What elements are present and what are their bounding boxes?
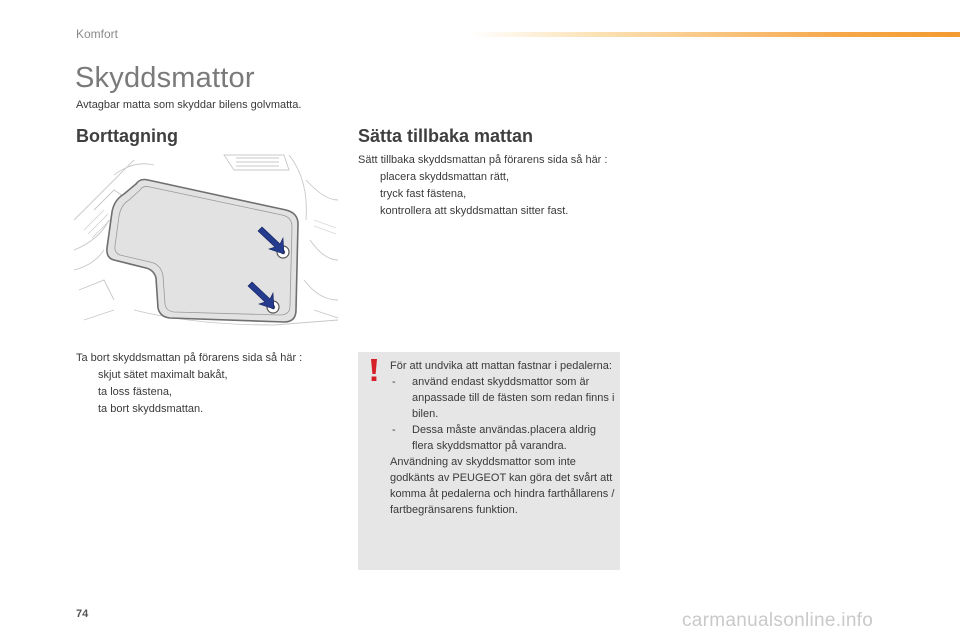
step-text: ta loss fästena,	[98, 386, 172, 398]
dash-marker: -	[392, 376, 396, 388]
exclamation-icon	[368, 358, 380, 382]
step-text: skjut sätet maximalt bakåt,	[98, 369, 228, 381]
list-item	[76, 401, 346, 418]
removal-instructions	[76, 350, 346, 418]
warning-footer: Användning av skyddsmattor som inte godkänts av PEUGEOT kan göra det svårt att komma åt pedalerna och hindra farthållarens / fartbegränsarens funktion.	[390, 456, 615, 516]
list-item	[390, 422, 616, 454]
section-label: Komfort	[76, 27, 119, 41]
refit-lead: Sätt tillbaka skyddsmattan på förarens sida så här :	[358, 154, 608, 166]
refit-instructions	[358, 152, 618, 220]
step-text: tryck fast fästena,	[380, 188, 467, 200]
warning-item-text: Dessa måste användas.placera aldrig flera skyddsmattor på varandra.	[412, 424, 597, 452]
watermark-text: carmanualsonline.info	[682, 610, 874, 631]
removal-heading: Borttagning	[76, 126, 178, 146]
warning-text	[390, 358, 616, 518]
warning-intro: För att undvika att mattan fastnar i pedalerna:	[390, 360, 612, 372]
header-accent-bar	[470, 32, 960, 37]
warning-item-text: använd endast skyddsmattor som är anpassade till de fästen som redan finns i bilen.	[412, 376, 615, 420]
step-text: kontrollera att skyddsmattan sitter fast.	[380, 205, 569, 217]
warning-box	[358, 352, 620, 570]
list-item	[76, 384, 346, 401]
list-item	[358, 186, 618, 203]
dash-marker: -	[392, 424, 396, 436]
page-title: Skyddsmattor	[75, 62, 255, 94]
list-item	[390, 374, 616, 422]
step-text: placera skyddsmattan rätt,	[380, 171, 510, 183]
refit-steps	[358, 169, 618, 220]
refit-heading: Sätta tillbaka mattan	[358, 126, 534, 146]
removal-steps	[76, 367, 346, 418]
floor-mat-fastener-illustration	[74, 150, 338, 332]
list-item	[358, 203, 618, 220]
list-item	[358, 169, 618, 186]
removal-lead: Ta bort skyddsmattan på förarens sida så här :	[76, 352, 303, 364]
step-text: ta bort skyddsmattan.	[98, 403, 204, 415]
intro-text: Avtagbar matta som skyddar bilens golvmatta.	[76, 99, 302, 111]
page-number: 74	[76, 608, 89, 620]
list-item	[76, 367, 346, 384]
